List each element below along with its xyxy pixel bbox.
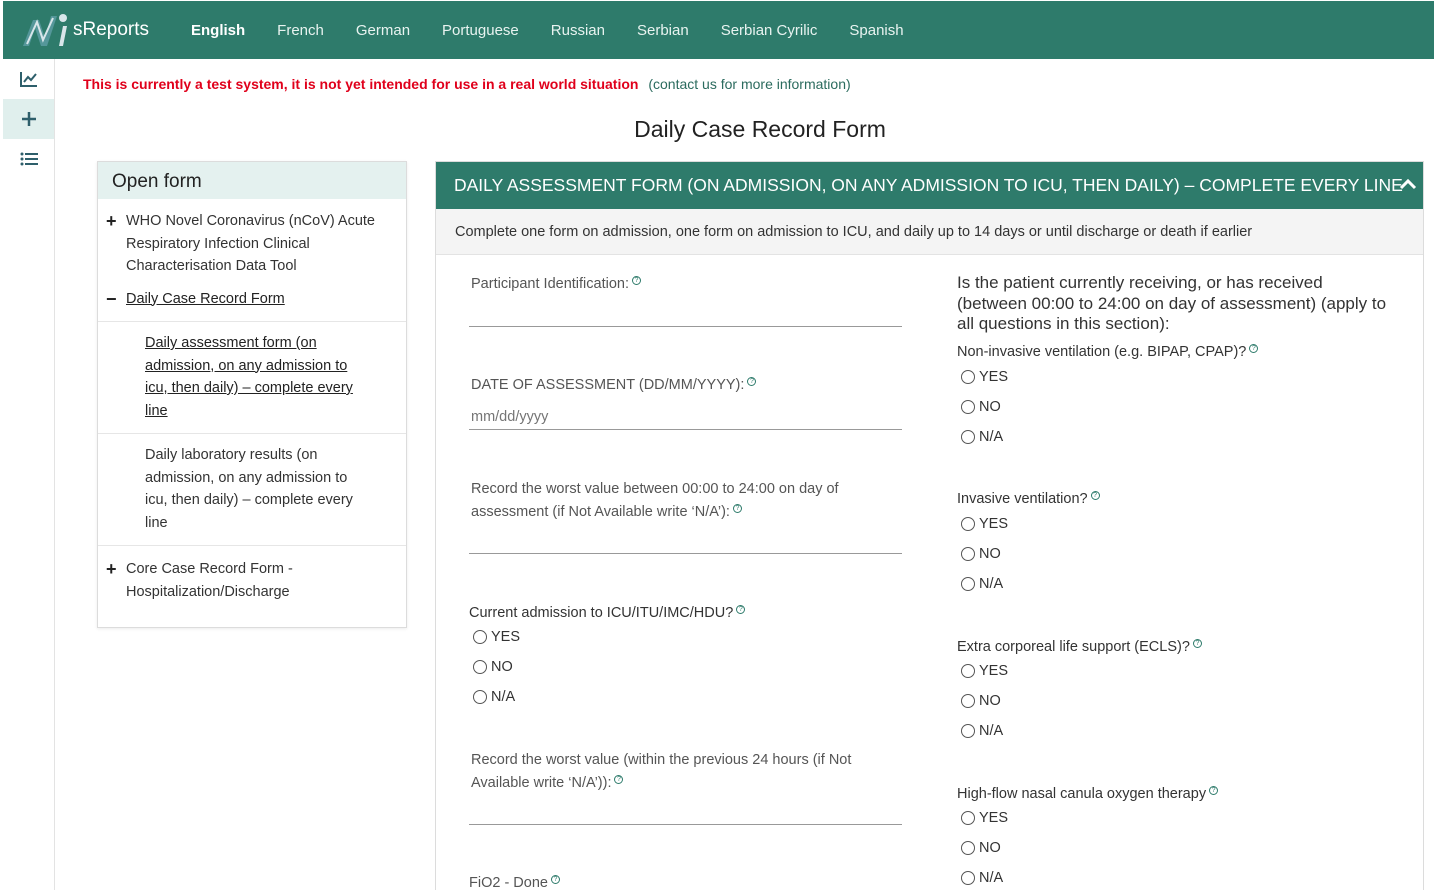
chart-line-icon bbox=[20, 71, 38, 87]
tree-sub-daily-assessment[interactable]: Daily assessment form (on admission, on any admission to icu, then daily) – complete every line bbox=[98, 321, 406, 433]
help-icon[interactable]: ? bbox=[1249, 344, 1258, 353]
date-of-assessment-label: DATE OF ASSESSMENT (DD/MM/YYYY): ? bbox=[471, 374, 756, 397]
radio-circle[interactable] bbox=[961, 724, 975, 738]
radio-circle[interactable] bbox=[961, 664, 975, 678]
tree-label[interactable]: Daily Case Record Form bbox=[126, 290, 285, 307]
radio-circle[interactable] bbox=[961, 370, 975, 384]
radio-circle[interactable] bbox=[961, 694, 975, 708]
rail-list[interactable] bbox=[3, 139, 54, 179]
lang-portuguese[interactable]: Portuguese bbox=[442, 21, 519, 39]
help-icon[interactable]: ? bbox=[733, 504, 742, 513]
icu-yes-radio[interactable]: YES bbox=[473, 629, 520, 645]
niv-yes-radio[interactable]: YES bbox=[961, 369, 1008, 385]
radio-circle[interactable] bbox=[961, 547, 975, 561]
help-icon[interactable]: ? bbox=[632, 276, 641, 285]
help-icon[interactable]: ? bbox=[551, 875, 560, 884]
app-name: sReports bbox=[73, 19, 150, 40]
worst-value-label: Record the worst value between 00:00 to 24:00 on day of assessment (if Not Available write ‘N/A’): ? bbox=[471, 481, 839, 520]
niv-label: Non-invasive ventilation (e.g. BIPAP, CPAP)? ? bbox=[957, 341, 1258, 364]
radio-circle[interactable] bbox=[961, 517, 975, 531]
lang-serbian[interactable]: Serbian bbox=[636, 21, 689, 39]
tree-item-core-case[interactable] bbox=[98, 545, 406, 603]
tree-item-who-tool[interactable] bbox=[98, 199, 406, 288]
test-system-notice bbox=[83, 76, 851, 92]
rail-dashboard[interactable] bbox=[3, 59, 54, 99]
iv-label: Invasive ventilation? ? bbox=[957, 488, 1100, 511]
ecls-yes-radio[interactable]: YES bbox=[961, 663, 1008, 679]
radio-circle[interactable] bbox=[961, 841, 975, 855]
radio-circle[interactable] bbox=[961, 430, 975, 444]
tree-label[interactable]: WHO Novel Coronavirus (nCoV) Acute Respiratory Infection Clinical Characterisation Data Tool bbox=[126, 213, 375, 274]
section-question: Is the patient currently receiving, or has received (between 00:00 to 24:00 on day of assessment) (apply to all questions in this section): bbox=[957, 273, 1387, 333]
icon-rail bbox=[3, 59, 55, 890]
hfnc-no-radio[interactable]: NO bbox=[961, 840, 1001, 856]
expand-icon[interactable]: + bbox=[106, 211, 117, 231]
worst-24h-input[interactable] bbox=[469, 799, 902, 825]
icu-no-radio[interactable]: NO bbox=[473, 659, 513, 675]
app-logo[interactable] bbox=[19, 10, 191, 50]
top-navbar bbox=[3, 1, 1434, 59]
help-icon[interactable]: ? bbox=[1091, 491, 1100, 500]
radio-circle[interactable] bbox=[961, 811, 975, 825]
chevron-up-icon[interactable] bbox=[1399, 177, 1417, 191]
radio-circle[interactable] bbox=[473, 630, 487, 644]
expand-icon[interactable]: + bbox=[106, 559, 117, 579]
icu-admission-label: Current admission to ICU/ITU/IMC/HDU? ? bbox=[469, 602, 745, 625]
ecls-no-radio[interactable]: NO bbox=[961, 693, 1001, 709]
lang-russian[interactable]: Russian bbox=[550, 21, 605, 39]
hfnc-yes-radio[interactable]: YES bbox=[961, 810, 1008, 826]
open-form-panel bbox=[97, 161, 407, 628]
hfnc-na-radio[interactable]: N/A bbox=[961, 870, 1003, 886]
radio-circle[interactable] bbox=[473, 660, 487, 674]
iv-yes-radio[interactable]: YES bbox=[961, 516, 1008, 532]
page-title: Daily Case Record Form bbox=[634, 116, 886, 142]
list-icon bbox=[20, 152, 38, 166]
worst-value-input[interactable] bbox=[469, 528, 902, 554]
tree-label[interactable]: Core Case Record Form - Hospitalization/Discharge bbox=[126, 561, 293, 600]
contact-link[interactable]: (contact us for more information) bbox=[648, 76, 851, 92]
radio-circle[interactable] bbox=[473, 690, 487, 704]
fio2-done-label: FiO2 - Done ? bbox=[469, 872, 560, 890]
hfnc-label: High-flow nasal canula oxygen therapy ? bbox=[957, 783, 1218, 806]
iv-no-radio[interactable]: NO bbox=[961, 546, 1001, 562]
radio-circle[interactable] bbox=[961, 871, 975, 885]
navbar-divider bbox=[1150, 58, 1434, 59]
tree-sub-daily-lab[interactable]: Daily laboratory results (on admission, on any admission to icu, then daily) – complete every line bbox=[98, 433, 406, 545]
iv-na-radio[interactable]: N/A bbox=[961, 576, 1003, 592]
date-of-assessment-input[interactable] bbox=[469, 404, 902, 430]
lang-spanish[interactable]: Spanish bbox=[849, 21, 904, 39]
help-icon[interactable]: ? bbox=[614, 775, 623, 784]
collapse-icon[interactable]: − bbox=[106, 288, 117, 309]
ecls-na-radio[interactable]: N/A bbox=[961, 723, 1003, 739]
lang-serbian-cyrilic[interactable]: Serbian Cyrilic bbox=[720, 21, 818, 39]
lang-french[interactable]: French bbox=[277, 21, 324, 39]
open-form-title: Open form bbox=[98, 162, 406, 199]
help-icon[interactable]: ? bbox=[1209, 786, 1218, 795]
notice-warning: This is currently a test system, it is not yet intended for use in a real world situation bbox=[83, 76, 639, 92]
niv-na-radio[interactable]: N/A bbox=[961, 429, 1003, 445]
form-section-title: DAILY ASSESSMENT FORM (ON ADMISSION, ON ANY ADMISSION TO ICU, THEN DAILY) – COMPLETE EVERY LINE bbox=[454, 175, 1403, 195]
help-icon[interactable]: ? bbox=[736, 605, 745, 614]
tree-item-daily-case[interactable] bbox=[98, 288, 406, 322]
help-icon[interactable]: ? bbox=[1193, 639, 1202, 648]
niv-no-radio[interactable]: NO bbox=[961, 399, 1001, 415]
participant-id-input[interactable] bbox=[469, 301, 902, 327]
ecls-label: Extra corporeal life support (ECLS)? ? bbox=[957, 636, 1202, 659]
icu-na-radio[interactable]: N/A bbox=[473, 689, 515, 705]
form-description: Complete one form on admission, one form on admission to ICU, and daily up to 14 days or until discharge or death if earlier bbox=[436, 209, 1423, 255]
participant-id-label: Participant Identification: ? bbox=[471, 273, 641, 296]
lang-english[interactable]: English bbox=[191, 21, 246, 39]
worst-24h-label: Record the worst value (within the previous 24 hours (if Not Available write ‘N/A’)): ? bbox=[471, 752, 852, 791]
radio-circle[interactable] bbox=[961, 400, 975, 414]
logo-mark-icon bbox=[19, 10, 69, 50]
lang-german[interactable]: German bbox=[355, 21, 411, 39]
form-section-header[interactable] bbox=[436, 162, 1423, 209]
radio-circle[interactable] bbox=[961, 577, 975, 591]
help-icon[interactable]: ? bbox=[747, 377, 756, 386]
